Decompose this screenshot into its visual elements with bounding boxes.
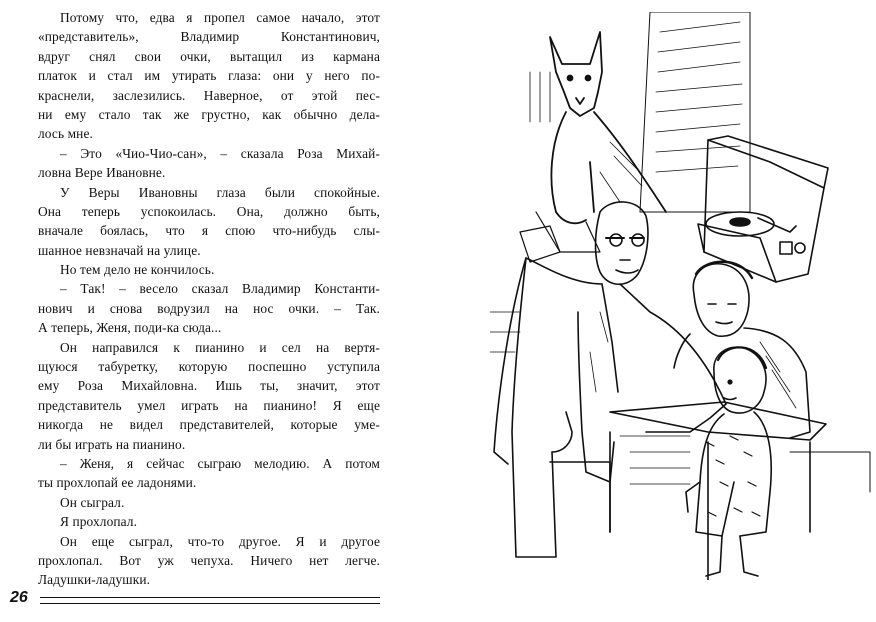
- text-line: Ладушки-ладушки.: [38, 572, 151, 588]
- page-text: [38, 8, 380, 590]
- text-line: – Так! – весело сказал Владимир Константи-: [60, 281, 380, 297]
- text-line: Он еще сыграл, что-то другое. Я и другое: [60, 533, 380, 549]
- text-line: шанное невзначай на улице.: [38, 242, 201, 258]
- text-line: представитель умел играть на пианино! Я еще: [38, 397, 380, 413]
- text-line: нович и снова водрузил на нос очки. – Так.: [38, 300, 380, 316]
- text-line: платок и стал им утирать глаза: они у него по-: [38, 68, 380, 84]
- boy-icon: [686, 347, 771, 576]
- text-line: А теперь, Женя, поди-ка сюда...: [38, 320, 222, 336]
- text-line: никогда не видел представителей, которые уме-: [38, 417, 380, 433]
- text-line: У Веры Ивановны глаза были спокойные.: [60, 184, 380, 200]
- text-line: – Женя, я сейчас сыграю мелодию. А потом: [60, 455, 380, 471]
- text-line: Она теперь успокоилась. Она, должно быть,: [38, 203, 380, 219]
- wall-hatching: [490, 12, 750, 352]
- text-line: Но тем дело не кончилось.: [60, 262, 215, 278]
- text-line: ли бы играть на пианино.: [38, 436, 186, 452]
- text-line: Потому что, едва я пропел самое начало, этот: [60, 10, 380, 25]
- text-line: Я прохлопал.: [60, 514, 138, 530]
- text-line: Он направился к пианино и сел на вертя-: [60, 339, 380, 355]
- dog-icon: [520, 32, 666, 262]
- text-line: прохлопал. Вот уж чепуха. Ничего нет легче.: [38, 552, 380, 568]
- text-line: лось мне.: [38, 126, 93, 142]
- text-line: «представитель», Владимир Константинович,: [38, 29, 380, 45]
- text-line: вначале боялась, что я спою что-нибудь слы-: [38, 223, 380, 239]
- text-line: ты прохлопай ее ладонями.: [38, 475, 197, 491]
- text-line: вдруг снял свои очки, вытащил из кармана: [38, 48, 380, 64]
- text-line: краснели, заслезились. Наверное, от этой пес-: [38, 87, 380, 103]
- text-line: щуюся табуретку, которую поспешно уступила: [38, 359, 380, 375]
- text-line: – Это «Чио-Чио-сан», – сказала Роза Михай-: [60, 145, 380, 161]
- gramophone-icon: [698, 136, 828, 282]
- piano-icon: [550, 402, 870, 580]
- illustration: [490, 12, 874, 580]
- page-number: 26: [10, 589, 28, 606]
- text-line: ему Роза Михайловна. Ишь ты, значит, этот: [38, 378, 380, 394]
- footer-rule: [40, 597, 380, 604]
- text-line: ловна Вере Ивановне.: [38, 165, 166, 181]
- text-line: Он сыграл.: [60, 494, 125, 510]
- text-line: ни ему стало так же грустно, как обычно дела-: [38, 106, 380, 122]
